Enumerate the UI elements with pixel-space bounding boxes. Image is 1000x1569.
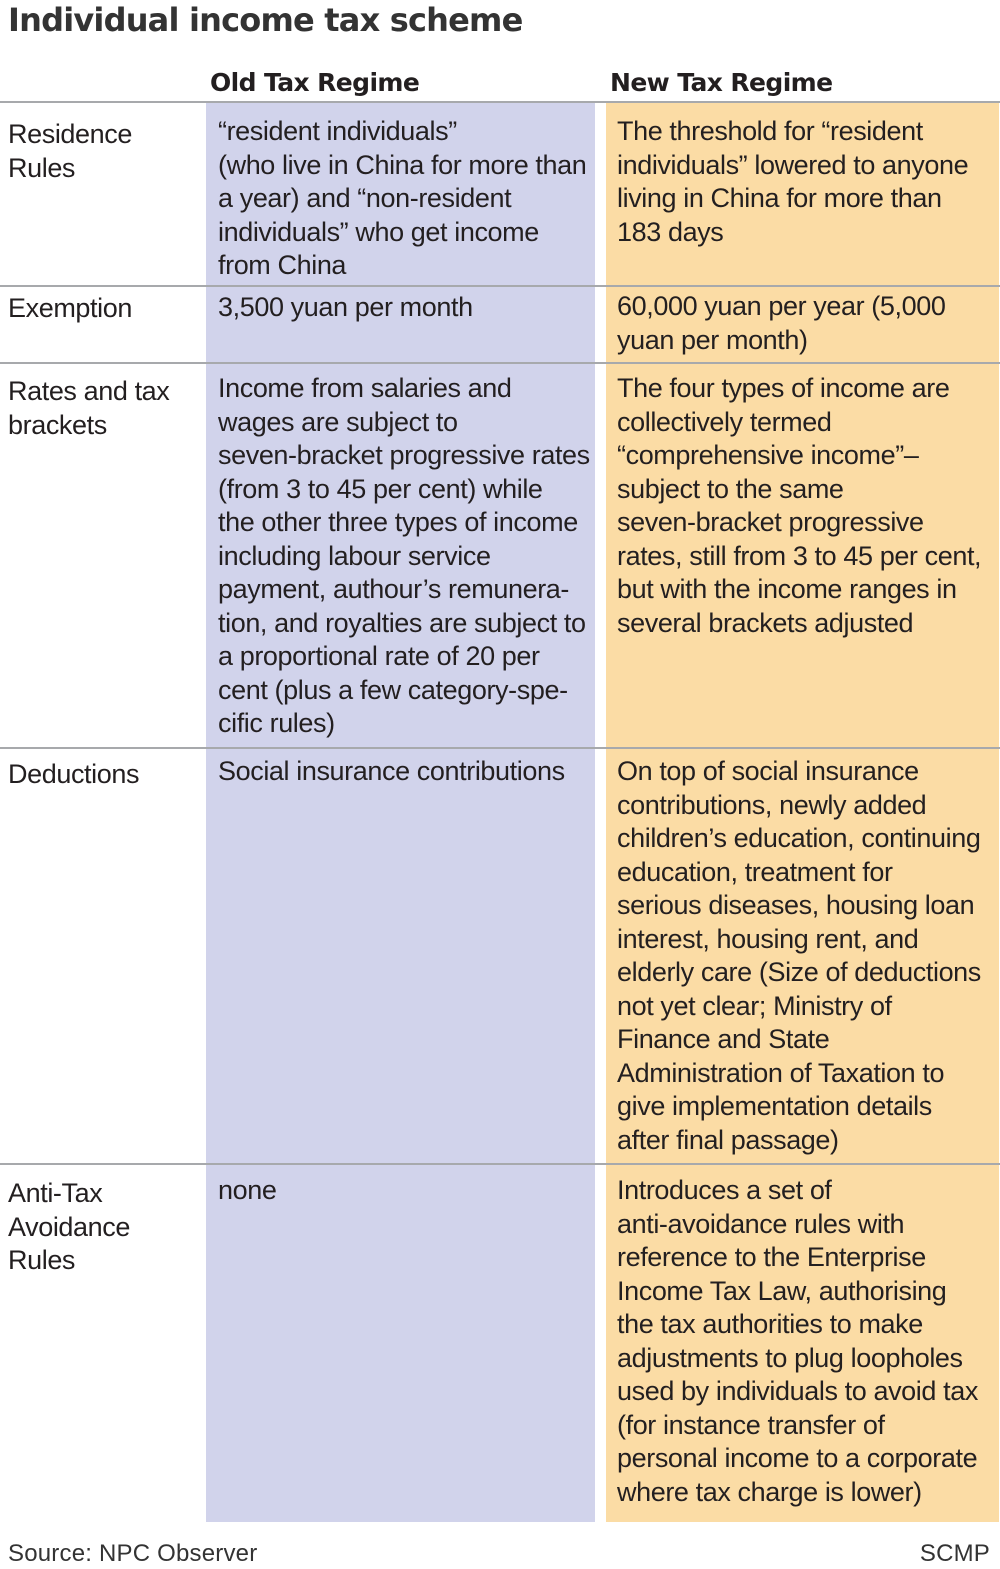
- old-regime-header: Old Tax Regime: [210, 68, 420, 97]
- new-regime-cell: The threshold for “resident individuals” lowered to anyone living in China for more than 183 days: [617, 116, 969, 247]
- row-label: Residence Rules: [8, 119, 132, 183]
- header-divider: [0, 101, 1000, 103]
- old-regime-cell: “resident individuals” (who live in China for more than a year) and “non-resident individuals” who get income from China: [218, 116, 587, 280]
- row-label: Anti-Tax Avoidance Rules: [8, 1178, 131, 1275]
- row-divider: [0, 362, 1000, 364]
- old-regime-cell: Income from salaries and wages are subject to seven-bracket progressive rates (from 3 to 45 per cent) while the other three types of income including labour service payment, authour’s remunera- tion, and royalties are subject to a proportional rate of 20 per cent (plus a few category-spe- cific rules): [218, 373, 590, 738]
- page-title: Individual income tax scheme: [8, 1, 523, 39]
- old-regime-cell: none: [218, 1175, 277, 1205]
- row-label: Exemption: [8, 293, 132, 323]
- publisher-credit: SCMP: [919, 1540, 990, 1567]
- row-divider: [0, 747, 1000, 749]
- old-regime-cell: Social insurance contributions: [218, 756, 565, 786]
- new-regime-cell: Introduces a set of anti-avoidance rules with reference to the Enterprise Income Tax Law, authorising the tax authorities to make adjustments to plug loopholes used by individuals to avoid tax (for instance transfer of personal income to a corporate where tax charge is lower): [617, 1175, 978, 1507]
- new-regime-cell: The four types of income are collectively termed “comprehensive income”– subject to the same seven-bracket progressive rates, still from 3 to 45 per cent, but with the income ranges in several brackets adjusted: [617, 373, 982, 638]
- row-divider: [0, 1163, 1000, 1165]
- new-regime-cell: 60,000 yuan per year (5,000 yuan per month): [617, 291, 946, 355]
- row-divider: [0, 285, 1000, 287]
- old-regime-cell: 3,500 yuan per month: [218, 292, 473, 322]
- row-label: Rates and tax brackets: [8, 376, 170, 440]
- new-regime-cell: On top of social insurance contributions, newly added children’s education, continuing education, treatment for serious diseases, housing loan interest, housing rent, and elderly care (Size of deductions not yet clear; Ministry of Finance and State Administration of Taxation to give implementation details after final passage): [617, 756, 981, 1155]
- source-note: Source: NPC Observer: [8, 1540, 258, 1567]
- new-regime-header: New Tax Regime: [610, 68, 833, 97]
- row-label: Deductions: [8, 759, 140, 789]
